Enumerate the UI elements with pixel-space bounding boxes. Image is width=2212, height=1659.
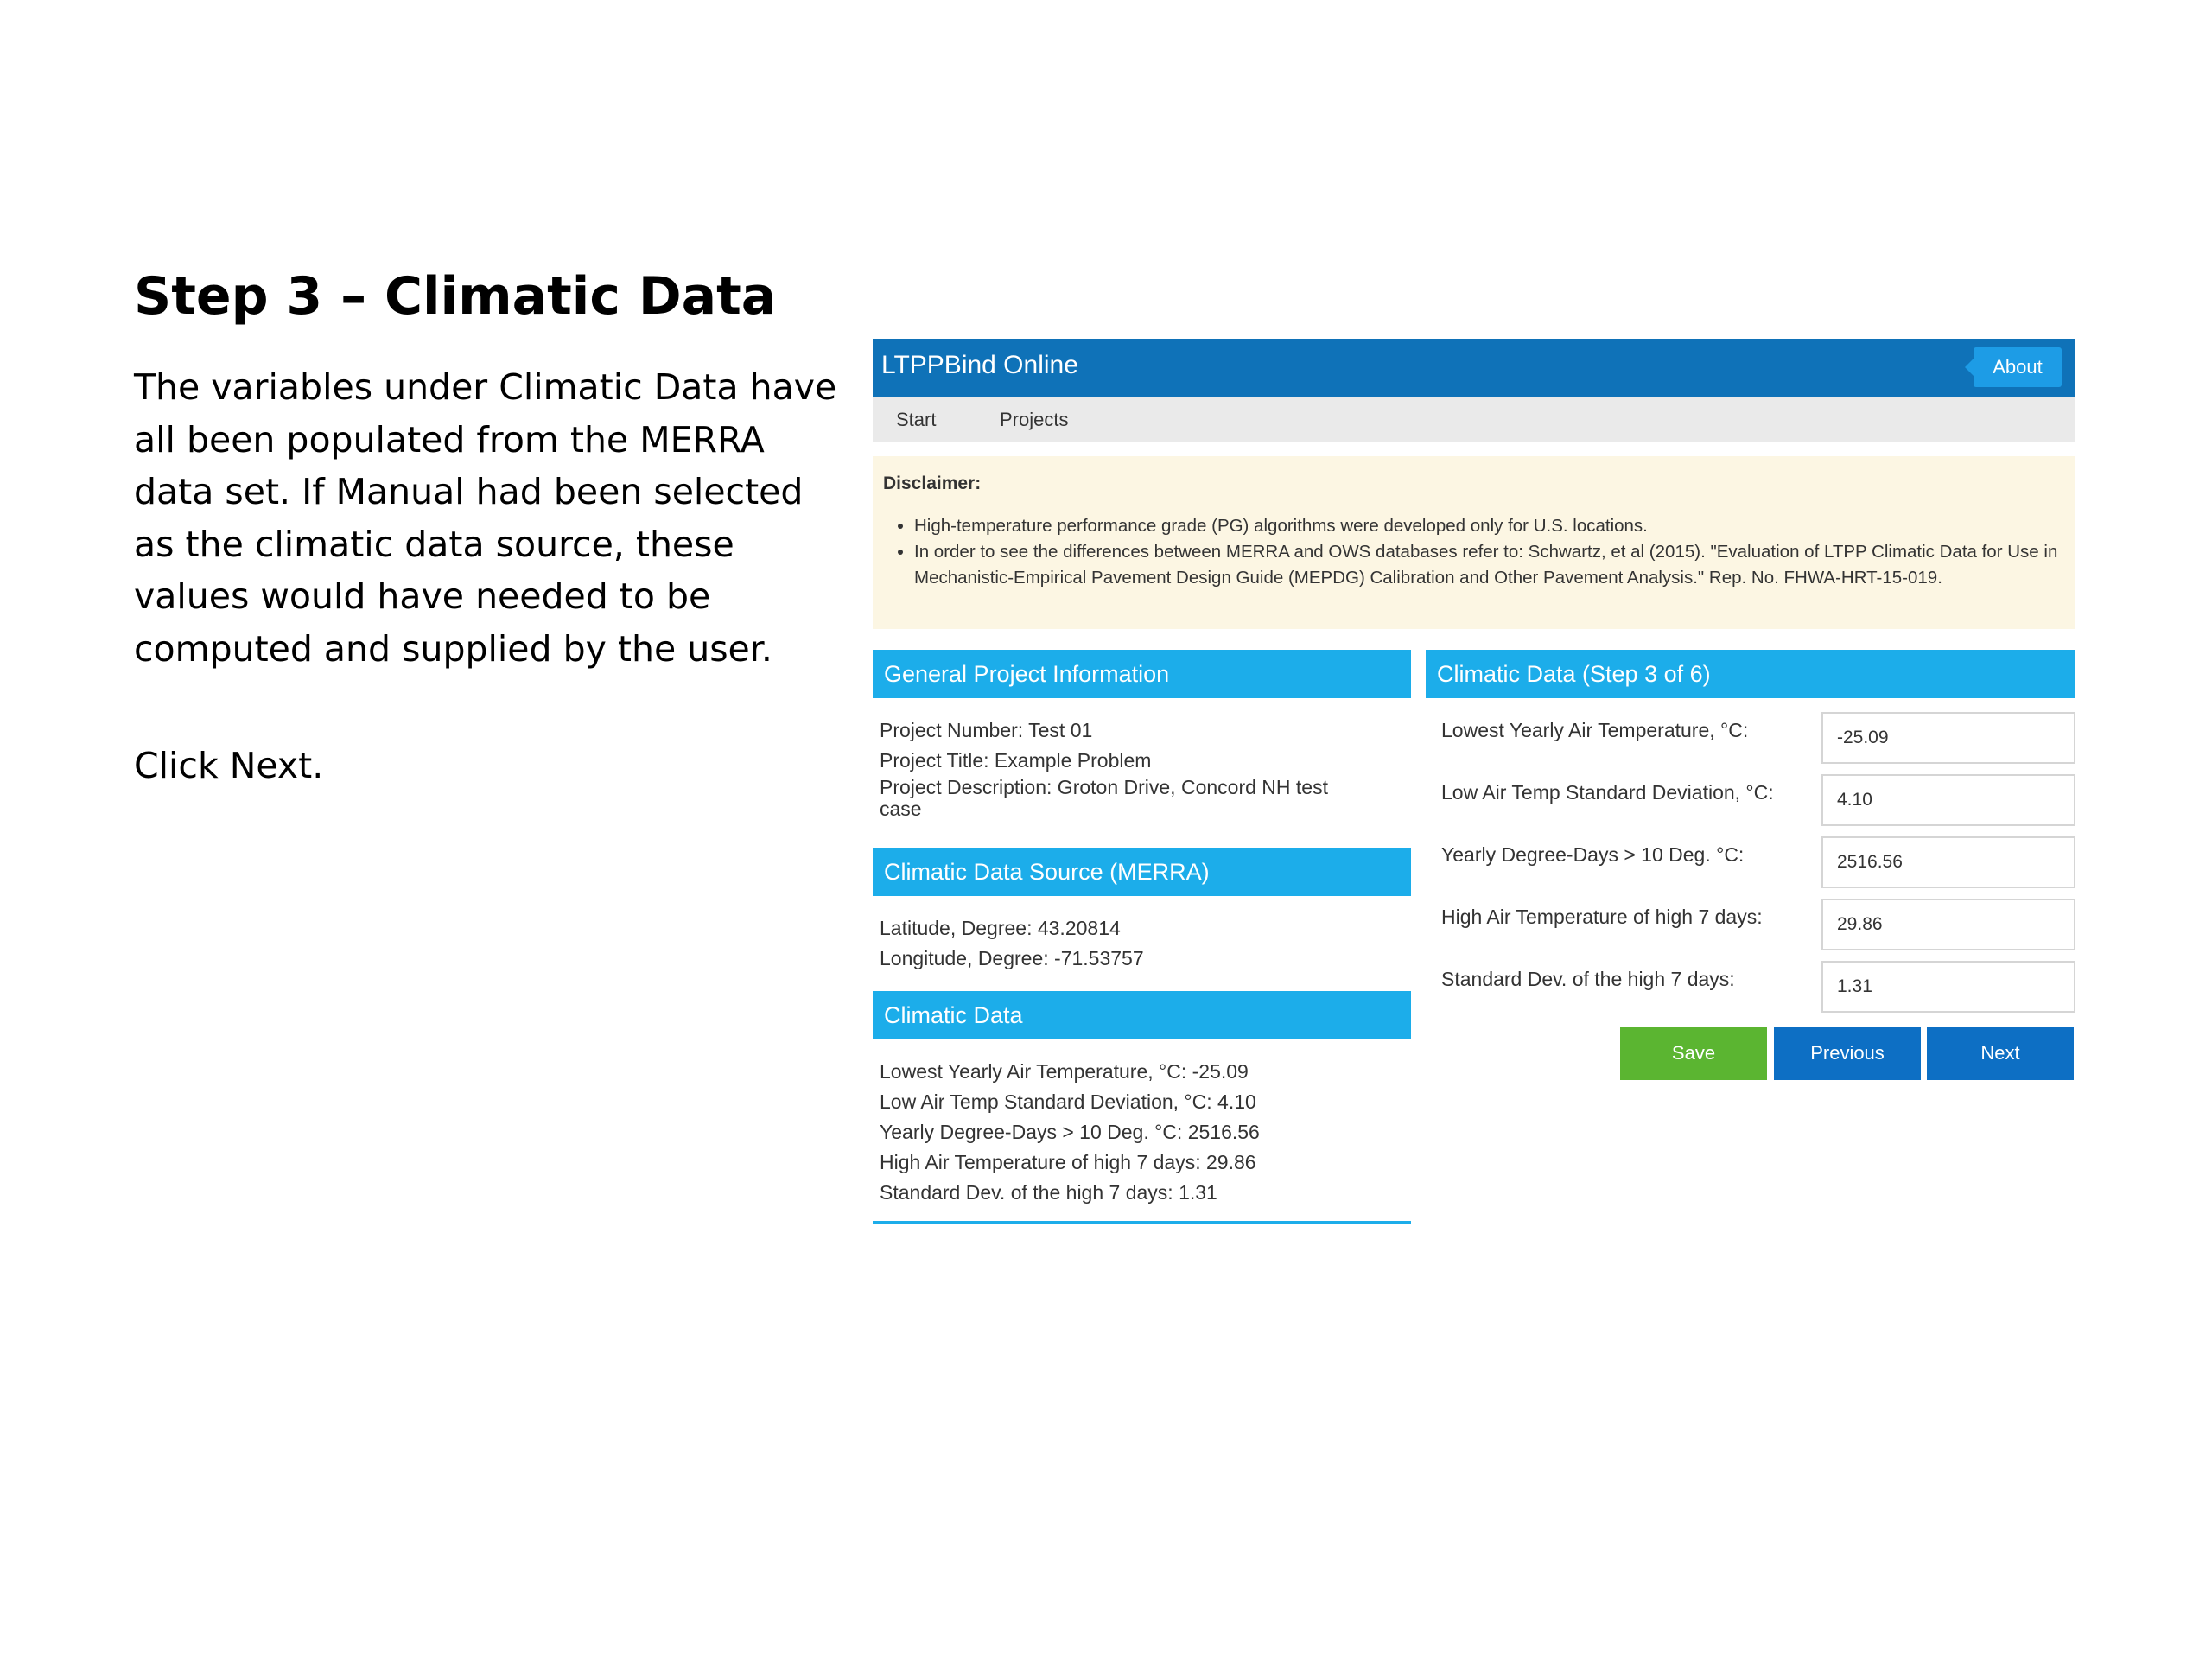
next-button[interactable]: Next: [1927, 1027, 2074, 1080]
disclaimer-list: [883, 513, 2065, 591]
lowest-yearly-temp-label: Lowest Yearly Air Temperature, °C:: [1441, 719, 1749, 741]
project-title: Project Title: Example Problem: [880, 749, 1152, 772]
longitude: Longitude, Degree: -71.53757: [880, 947, 1144, 969]
form-row-high-temp-7-days: [1426, 899, 2075, 950]
form-row-std-dev-high-7-days: [1426, 961, 2075, 1013]
high-temp-7-days-label: High Air Temperature of high 7 days:: [1441, 906, 1763, 928]
degree-days-label: Yearly Degree-Days > 10 Deg. °C:: [1441, 843, 1745, 866]
slide-body-text: The variables under Climatic Data have all been populated from the MERRA data set. If Manual had been selected as the climatic data source, these values would have needed to be computed and supplied by the user.: [134, 366, 837, 670]
summary-line: Low Air Temp Standard Deviation, °C: 4.10: [880, 1090, 1256, 1113]
low-temp-std-dev-input[interactable]: [1821, 774, 2075, 826]
form-row-degree-days: [1426, 836, 2075, 888]
summary-line: High Air Temperature of high 7 days: 29.86: [880, 1151, 1256, 1173]
summary-line: Yearly Degree-Days > 10 Deg. °C: 2516.56: [880, 1121, 1260, 1143]
climatic-form-heading: Climatic Data (Step 3 of 6): [1426, 650, 2075, 698]
save-button[interactable]: Save: [1620, 1027, 1767, 1080]
data-source-heading: Climatic Data Source (MERRA): [873, 848, 1411, 896]
app-title: LTPPBind Online: [881, 351, 1078, 379]
form-row-low-temp-std-dev: [1426, 774, 2075, 826]
slide-instruction: Click Next.: [134, 745, 324, 786]
nav-item-start[interactable]: Start: [896, 409, 937, 430]
low-temp-std-dev-label: Low Air Temp Standard Deviation, °C:: [1441, 781, 1774, 804]
std-dev-high-7-days-label: Standard Dev. of the high 7 days:: [1441, 968, 1735, 990]
app-window: [873, 339, 2075, 1230]
general-info-body: [873, 715, 1411, 818]
general-info-heading: General Project Information: [873, 650, 1411, 698]
std-dev-high-7-days-input[interactable]: [1821, 961, 2075, 1013]
climatic-summary-heading: Climatic Data: [873, 991, 1411, 1039]
disclaimer-title: Disclaimer:: [883, 474, 982, 493]
summary-line: Standard Dev. of the high 7 days: 1.31: [880, 1181, 1217, 1204]
high-temp-7-days-input[interactable]: [1821, 899, 2075, 950]
previous-button[interactable]: Previous: [1774, 1027, 1921, 1080]
app-header: [873, 339, 2075, 397]
project-description-cont: case: [880, 798, 922, 820]
summary-line: Lowest Yearly Air Temperature, °C: -25.09: [880, 1060, 1249, 1083]
form-row-lowest-yearly-temp: [1426, 712, 2075, 764]
nav-bar: [873, 397, 2075, 442]
panel-bottom-rule: [873, 1221, 1411, 1224]
latitude: Latitude, Degree: 43.20814: [880, 917, 1121, 939]
lowest-yearly-temp-input[interactable]: [1821, 712, 2075, 764]
climatic-summary-body: [873, 1057, 1411, 1208]
disclaimer-item: • High-temperature performance grade (PG) algorithms were developed only for U.S. locations.: [914, 513, 2065, 539]
nav-item-projects[interactable]: Projects: [1000, 409, 1069, 430]
data-source-body: [873, 913, 1411, 974]
project-description: Project Description: Groton Drive, Concord NH test: [880, 776, 1328, 798]
disclaimer-box: [873, 456, 2075, 629]
slide-title: Step 3 – Climatic Data: [134, 266, 777, 327]
degree-days-input[interactable]: [1821, 836, 2075, 888]
disclaimer-item: • In order to see the differences between MERRA and OWS databases refer to: Schwartz, et al (2015). "Evaluation of LTPP Climatic Data for Use in Mechanistic-Empirical Pavement Design Guide (MEPDG) Calibration and Other Pavement Analysis." Rep. No. FHWA-HRT-15-019.: [914, 539, 2065, 591]
project-number: Project Number: Test 01: [880, 719, 1093, 741]
about-button[interactable]: About: [1974, 347, 2062, 387]
